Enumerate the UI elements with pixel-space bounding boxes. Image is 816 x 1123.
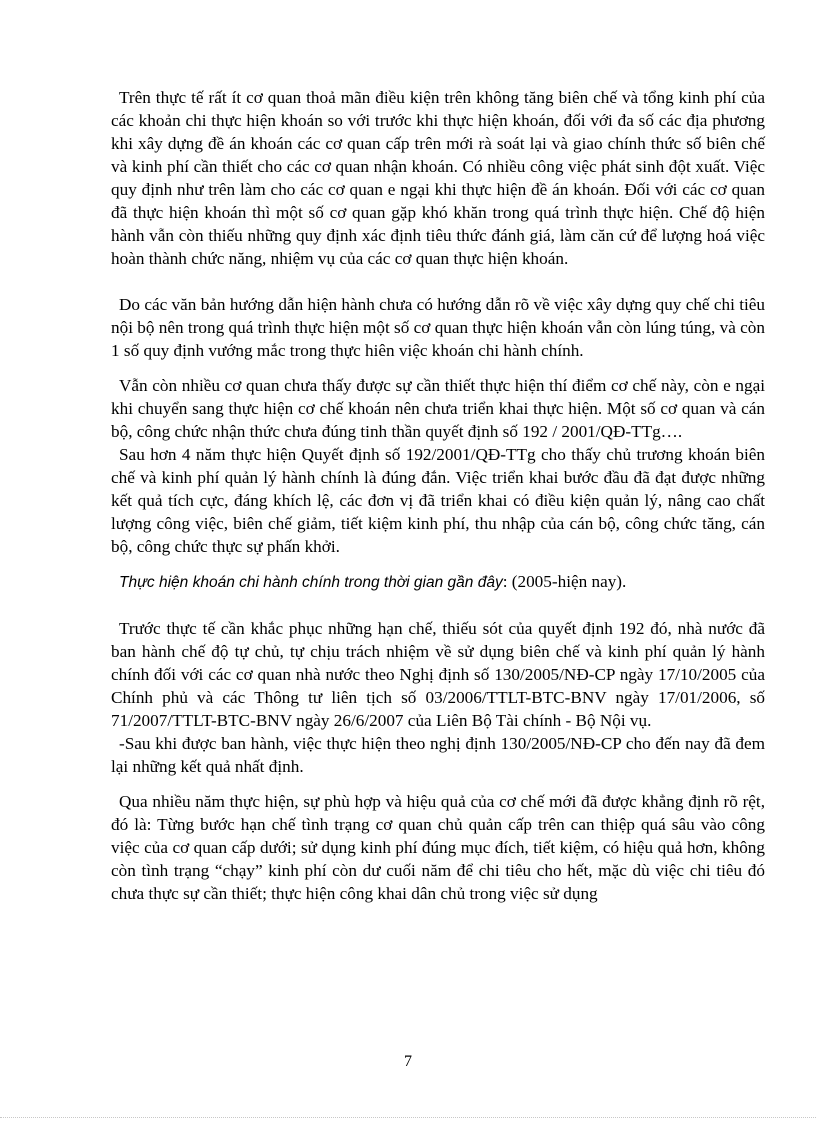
paragraph-7: Qua nhiều năm thực hiện, sự phù hợp và hiệu quả của cơ chế mới đã được khẳng định rõ rệt, đó là: Từng bước hạn chế tình trạng cơ quan chủ quản cấp trên can thiệp quá sâu vào công việc của cơ quan cấp dưới; sử dụng kinh phí đúng mục đích, tiết kiệm, có hiệu quả hơn, không còn tình trạng “chạy” kinh phí còn dư cuối năm để chi tiêu cho hết, mặc dù việc chi tiêu đó chưa thực sự cần thiết; thực hiện công khai dân chủ trong việc sử dụng: [111, 792, 765, 903]
section-heading: [111, 570, 765, 594]
document-body: [111, 86, 765, 905]
paragraph-2: Do các văn bản hướng dẫn hiện hành chưa có hướng dẫn rõ về việc xây dựng quy chế chi tiêu nội bộ nên trong quá trình thực hiện một số cơ quan thực hiện khoán vẫn còn lúng túng, và còn 1 số quy định vướng mắc trong thực hiên việc khoán chi hành chính.: [111, 295, 765, 360]
page-bottom-divider: [0, 1117, 816, 1118]
section-heading-rest: : (2005-hiện nay).: [502, 572, 627, 591]
page-number: 7: [404, 1053, 412, 1070]
section-heading-italic: Thực hiện khoán chi hành chính trong thời gian gần đây: [119, 574, 503, 591]
paragraph-5: Trước thực tế cần khắc phục những hạn chế, thiếu sót của quyết định 192 đó, nhà nước đã ban hành chế độ tự chủ, tự chịu trách nhiệm về sử dụng biên chế và kinh phí quản lý hành chính đối với các cơ quan nhà nước theo Nghị định số 130/2005/NĐ-CP ngày 17/10/2005 của Chính phủ và các Thông tư liên tịch số 03/2006/TTLT-BTC-BNV ngày 17/01/2006, số 71/2007/TTLT-BTC-BNV ngày 26/6/2007 của Liên Bộ Tài chính - Bộ Nội vụ.: [111, 619, 765, 730]
paragraph-3: Vẫn còn nhiều cơ quan chưa thấy được sự cần thiết thực hiện thí điểm cơ chế này, còn e ngại khi chuyển sang thực hiện cơ chế khoán nên chưa triển khai thực hiện. Một số cơ quan và cán bộ, công chức nhận thức chưa đúng tinh thần quyết định số 192 / 2001/QĐ-TTg….: [111, 376, 765, 441]
paragraph-6: -Sau khi được ban hành, việc thực hiện theo nghị định 130/2005/NĐ-CP cho đến nay đã đem lại những kết quả nhất định.: [111, 734, 765, 776]
paragraph-4: Sau hơn 4 năm thực hiện Quyết định số 192/2001/QĐ-TTg cho thấy chủ trương khoán biên chế và kinh phí quản lý hành chính là đúng đắn. Việc triển khai bước đầu đã đạt được những kết quả tích cực, đáng khích lệ, các đơn vị đã triển khai có điều kiện quản lý, nâng cao chất lượng công việc, biên chế giảm, tiết kiệm kinh phí, thu nhập của cán bộ, công chức tăng, cán bộ, công chức thực sự phấn khởi.: [111, 445, 765, 556]
paragraph-1: Trên thực tế rất ít cơ quan thoả mãn điều kiện trên không tăng biên chế và tổng kinh phí của các khoản chi thực hiện khoán so với trước khi thực hiện khoán, đối với đa số các địa phương khi xây dựng đề án khoán các cơ quan cấp trên mới rà soát lại và giao chính thức số biên chế và kinh phí cần thiết cho các cơ quan nhận khoán. Có nhiều công việc phát sinh đột xuất. Việc quy định như trên làm cho các cơ quan e ngại khi thực hiện đề án khoán. Đối với các cơ quan đã thực hiện khoán thì một số cơ quan gặp khó khăn trong quá trình thực hiện. Chế độ hiện hành vẫn còn thiếu những quy định xác định tiêu thức đánh giá, làm căn cứ để lượng hoá việc hoàn thành chức năng, nhiệm vụ của các cơ quan thực hiện khoán.: [111, 88, 765, 268]
